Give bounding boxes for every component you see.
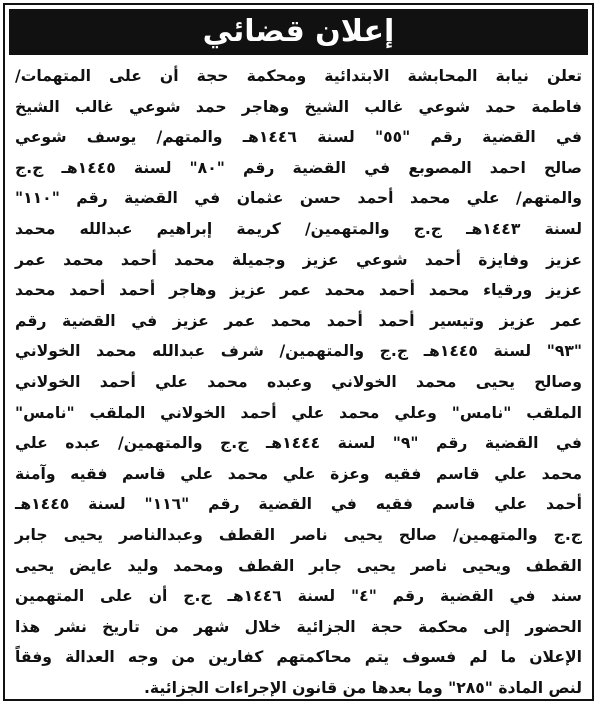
notice-title: إعلان قضائي xyxy=(202,14,395,49)
notice-line: أحمد علي قاسم فقيه في القضية رقم "١١٦" لسنة ١٤٤٥هـ xyxy=(15,495,582,514)
notice-line: الحضور إلى محكمة حجة الجزائية خلال شهر من تاريخ نشر هذا xyxy=(15,617,582,636)
notice-header xyxy=(9,9,588,55)
notice-line: لسنة ١٤٤٣هـ ج.ج والمتهمين/ كريمة إبراهيم عبدالله محمد xyxy=(15,219,582,238)
legal-notice xyxy=(3,3,594,701)
notice-line: سند في القضية رقم "٤" لسنة ١٤٤٦هـ ج.ج أن على المتهمين xyxy=(15,587,583,606)
notice-line: في القضية رقم "٩" لسنة ١٤٤٤هـ ج.ج والمتهمين/ عبده علي xyxy=(15,434,582,453)
notice-line: محمد علي قاسم فقيه وعزة علي محمد علي قاسم فقيه وآمنة xyxy=(15,464,582,483)
notice-line: لنص المادة "٢٨٥" وما بعدها من قانون الإجراءات الجزائية. xyxy=(143,678,582,697)
notice-body xyxy=(15,61,582,703)
notice-line: وصالح يحيى محمد الخولاني وعبده محمد علي أحمد الخولاني xyxy=(15,372,582,391)
notice-line: فاطمة حمد شوعي غالب الشيخ وهاجر حمد شوعي غالب الشيخ xyxy=(15,97,582,116)
notice-line: القطف ويحيى ناصر يحيى جابر القطف ومحمد وليد عايض يحيى xyxy=(15,556,582,575)
notice-line: ج.ج والمتهمين/ صالح يحيى ناصر القطف وعبدالناصر يحيى جابر xyxy=(15,525,582,544)
notice-line: عزيز ورقياء محمد أحمد محمد عمر عزيز وهاجر أحمد أحمد محمد xyxy=(15,281,582,300)
notice-line: "٩٣" لسنة ١٤٤٥هـ ج.ج والمتهمين/ شرف عبدالله محمد الخولاني xyxy=(15,342,583,361)
notice-line: في القضية رقم "٥٥" لسنة ١٤٤٦هـ والمتهم/ يوسف شوعي xyxy=(15,128,583,147)
notice-line: عمر عزيز وتيسير أحمد أحمد محمد عمر عزيز في القضية رقم xyxy=(15,311,582,330)
notice-line: صالح احمد المصوبع في القضية رقم "٨٠" لسنة ١٤٤٥هـ ج.ج xyxy=(15,158,582,177)
notice-line: والمتهم/ علي محمد أحمد حسن عثمان في القضية رقم "١١٠" xyxy=(15,189,582,208)
notice-line: الملقب "نامس" وعلي محمد علي أحمد الخولاني الملقب "نامس" xyxy=(15,403,582,422)
notice-line: عزيز وفايزة أحمد شوعي عزيز وجميلة محمد أحمد محمد عمر xyxy=(15,250,582,269)
notice-line: تعلن نيابة المحابشة الابتدائية ومحكمة حجة أن على المتهمات/ xyxy=(15,67,582,85)
notice-line: الإعلان ما لم فسوف يتم محاكمتهم كفارين من وجه العدالة وفقاً xyxy=(15,648,582,667)
